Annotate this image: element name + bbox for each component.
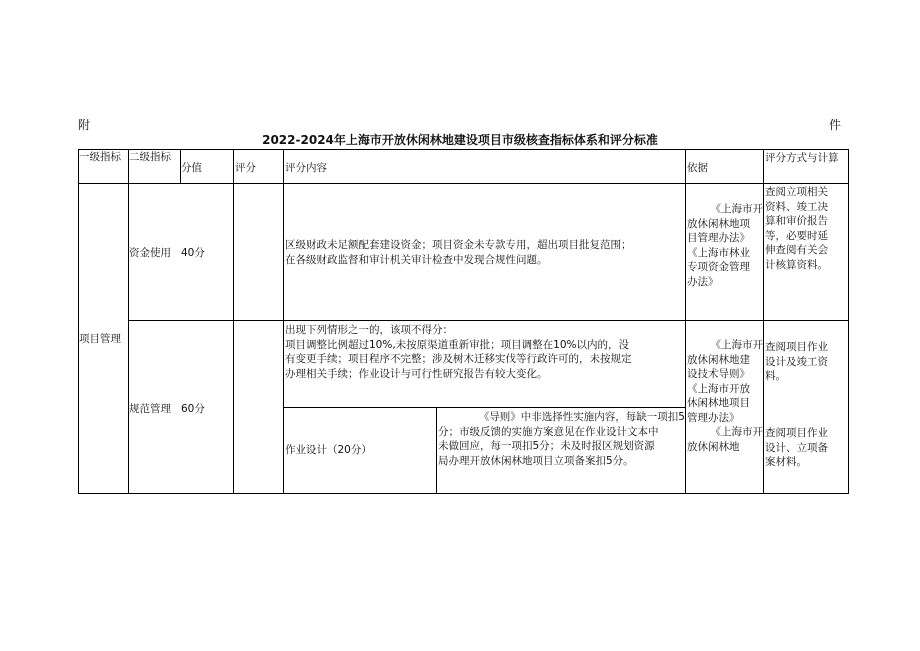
basis-regulation (687, 338, 763, 454)
content-design (438, 410, 685, 468)
basis-fund-line: 《上海市林业 (687, 246, 750, 259)
content-regulation-line: 出现下列情形之一的，该项不得分： (285, 324, 453, 336)
document-title: 2022-2024年上海市开放休闲林地建设项目市级核查指标体系和评分标准 (262, 133, 658, 147)
basis-regulation-line: 《上海市开 (710, 426, 763, 438)
header-basis: 依据 (687, 162, 708, 174)
basis-regulation-line: 休闲林地项目 (687, 397, 750, 409)
method-design (765, 426, 848, 470)
method-regulation (765, 340, 848, 384)
header-rating: 评分 (235, 162, 256, 174)
attachment-label-left: 附 (78, 118, 91, 132)
method-design-line: 查阅项目作业 (765, 427, 828, 439)
content-regulation-line: 办理相关手续；作业设计与可行性研究报告有较大变化。 (285, 367, 548, 380)
content-design-line: 未做回应，每一项扣5分；未及时报区规划资源 (438, 440, 655, 452)
content-regulation-line: 项目调整比例超过10%,未按原渠道重新审批；项目调整在10%以内的，没 (285, 338, 630, 351)
content-regulation (285, 323, 683, 381)
category-label: 项目管理 (79, 333, 121, 345)
basis-fund-line: 目管理办法》 (687, 232, 750, 244)
header-method: 评分方式与计算 (765, 152, 839, 164)
score-fund: 40分 (181, 247, 205, 259)
indicator-regulation: 规范管理 (129, 403, 171, 415)
method-design-line: 案材料。 (765, 456, 807, 468)
attachment-label-right: 件 (829, 118, 842, 132)
basis-fund-line: 专项资金管理 (687, 261, 750, 273)
basis-regulation-line: 设技术导则》 (687, 368, 750, 380)
basis-fund-line: 办法》 (687, 275, 719, 288)
method-fund-line: 算和审价报告 (765, 215, 828, 227)
basis-regulation-line: 《上海市开放 (687, 382, 750, 395)
content-design-line: 分；市级反馈的实施方案意见在作业设计文本中 (438, 425, 659, 438)
header-score: 分值 (181, 162, 202, 174)
content-fund (285, 238, 683, 267)
basis-regulation-line: 放休闲林地 (687, 440, 740, 453)
content-fund-line: 在各级财政监督和审计机关审计检查中发现合规性问题。 (285, 253, 548, 266)
basis-fund (687, 202, 763, 289)
method-regulation-line: 设计及竣工资 (765, 355, 828, 368)
score-regulation: 60分 (181, 403, 205, 415)
method-fund-line: 资料、竣工决 (765, 200, 828, 213)
content-regulation-line: 有变更手续；项目程序不完整；涉及树木迁移实伐等行政许可的，未按规定 (285, 353, 632, 365)
content-design-line: 局办理开放休闲林地项目立项备案扣5分。 (438, 454, 634, 467)
method-design-line: 设计、立项备 (765, 441, 828, 454)
method-fund (765, 185, 848, 272)
basis-regulation-line: 《上海市开 (710, 339, 763, 351)
sub-indicator-design: 作业设计（20分） (285, 444, 372, 456)
basis-fund-line: 《上海市开 (710, 203, 763, 215)
method-regulation-line: 料。 (765, 370, 786, 382)
basis-fund-line: 放休闲林地项 (687, 217, 750, 230)
method-fund-line: 计核算资料。 (765, 258, 828, 271)
method-regulation-line: 查阅项目作业 (765, 341, 828, 353)
basis-regulation-line: 管理办法》 (687, 411, 740, 424)
header-level2: 二级指标 (129, 151, 171, 163)
method-fund-line: 等，必要时延 (765, 229, 828, 242)
content-design-line: 《导则》中非选择性实施内容，每缺一项扣5 (478, 411, 685, 423)
header-level1: 一级指标 (79, 151, 121, 163)
basis-regulation-line: 放休闲林地建 (687, 353, 750, 366)
header-content: 评分内容 (285, 162, 327, 174)
method-fund-line: 查阅立项相关 (765, 186, 828, 198)
indicator-fund: 资金使用 (129, 247, 171, 259)
method-fund-line: 伸查阅有关会 (765, 244, 828, 256)
content-fund-line: 区级财政未足额配套建设资金；项目资金未专款专用，超出项目批复范围； (285, 239, 632, 251)
